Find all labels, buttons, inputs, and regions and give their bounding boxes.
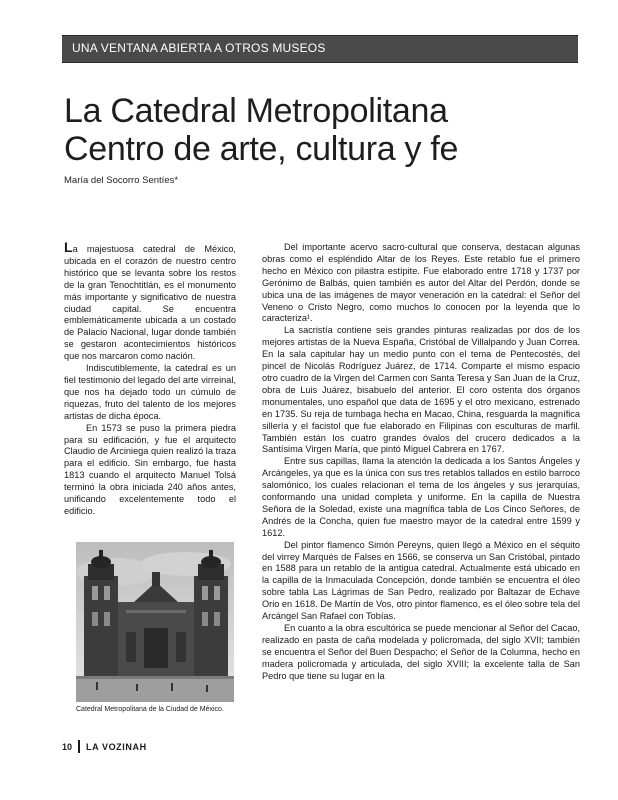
right-paragraph-2: La sacristía contiene seis grandes pinturas realizadas por dos de los mejores artistas de la Nueva España, Cristóbal de Villalpando y Juan Correa. En la sala capitular hay un medio punto con el tema de Pentecostés, del pincel de Nicolás Rodríguez Juárez, de 1714. Comparte el mismo espacio otro cuadro de la Virgen del Carmen con Santa Teresa y San Juan de la Cruz, obra de Luis Juárez, bisabuelo del anterior. El coro ostenta dos órganos monumentales, uno español que data de 1695 y el otro mexicano, estrenado en 1735. Su reja de tumbaga hecha en Macao, China, resguarda la magnífica sillería y el facistol que fue elaborado en Filipinas con esculturas de marfil. También están los cuatro grandes óvalos del crucero dedicados a la Santísima Virgen María, que pintó Miguel Cabrera en 1767. [262,325,580,455]
title-line-2: Centro de arte, cultura y fe [64,130,459,168]
page-number: 10 [62,742,73,752]
title-line-1: La Catedral Metropolitana [64,92,448,130]
right-paragraph-1: Del importante acervo sacro-cultural que conserva, destacan algunas obras como el espléndido Altar de los Reyes. Este retablo fue el primero hecho en México con pilastra estípite. Fue elaborado entre 1718 y 1737 por Gerónimo de Balbás, quien también es autor del Altar del Perdón, donde se ubica una de las imágenes de mayor veneración en la catedral: el Señor del Veneno o Cristo Negro, como muchos lo conocen por la leyenda que lo caracteriza¹. [262,242,580,324]
cathedral-photo [76,542,234,702]
right-paragraph-5: En cuanto a la obra escultórica se puede mencionar al Señor del Cacao, realizado en pasta de caña modelada y policromada, del siglo XVII; también se encuentra el Señor del Buen Despacho; el Señor de la Columna, hecho en madera policromada y articulada, del siglo XVIII; la excelente talla de San Pedro que tiene su lugar en la [262,623,580,681]
left-paragraph-2: Indiscutiblemente, la catedral es un fiel testimonio del legado del arte virreinal, que nos ha dejado todo un cúmulo de riquezas, fruto del talento de los mejores artistas de dicha época. [64,363,236,421]
section-header-bar [62,35,578,63]
drop-cap: L [64,239,73,255]
cathedral-illustration [76,542,234,702]
left-paragraph-3: En 1573 se puso la primera piedra para su edificación, y fue el arquitecto Claudio de Arciniega quien realizó la traza para el edificio. Sin embargo, fue hasta 1813 cuando el arquitecto Manuel Tolsá terminó la obra iniciada 240 años antes, unificando excelentemente todo el edificio. [64,422,236,516]
magazine-name: LA VOZINAH [86,742,147,752]
left-paragraph-1-text: a majestuosa catedral de México, ubicada en el corazón de nuestro centro histórico que se levanta sobre los restos de la gran Tenochtitlán, es el monumento más importante y significativo de nuestra ciudad capital. Se encuentra emblemáticamente ubicada a un costado de Palacio Nacional, lugar donde también se gestaron acontecimientos históricos que nos marcaron como nación. [64,244,236,362]
right-paragraph-4: Del pintor flamenco Simón Pereyns, quien llegó a México en el séquito del virrey Marqués de Falses en 1566, se conserva un San Cristóbal, pintado en 1588 para un retablo de la antigua catedral. Actualmente está ubicado en la capilla de la Inmaculada Concepción, donde también se encuentra el óleo sobre tabla Las Lágrimas de San Pedro, realizado por Baltazar de Echave Orio en 1618. De Martín de Vos, otro pintor flamenco, es el óleo sobre tela del Arcángel San Rafael con Tobías. [262,539,580,622]
section-label: UNA VENTANA ABIERTA A OTROS MUSEOS [72,41,326,55]
right-paragraph-3: Entre sus capillas, llama la atención la dedicada a los Santos Ángeles y Arcángeles, ya que es la única con sus tres retablos tallados en estilo barroco salomónico, los cuales relacionan el tema de los ángeles y sus jerarquías, conformando una unidad completa y uniforme. En la capilla de Nuestra Señora de la Soledad, existe una magnífica tabla de Los Cinco Señores, de Andrés de la Concha, quien fue maestro mayor de la catedral entre 1599 y 1612. [262,456,580,538]
right-column [262,242,580,683]
left-column [64,239,236,518]
author-byline: María del Socorro Sentíes* [64,175,179,186]
footer-divider [78,740,80,753]
left-paragraph-1 [64,239,236,363]
article-title [64,92,584,168]
photo-caption: Catedral Metropolitana de la Ciudad de México. [76,706,224,713]
